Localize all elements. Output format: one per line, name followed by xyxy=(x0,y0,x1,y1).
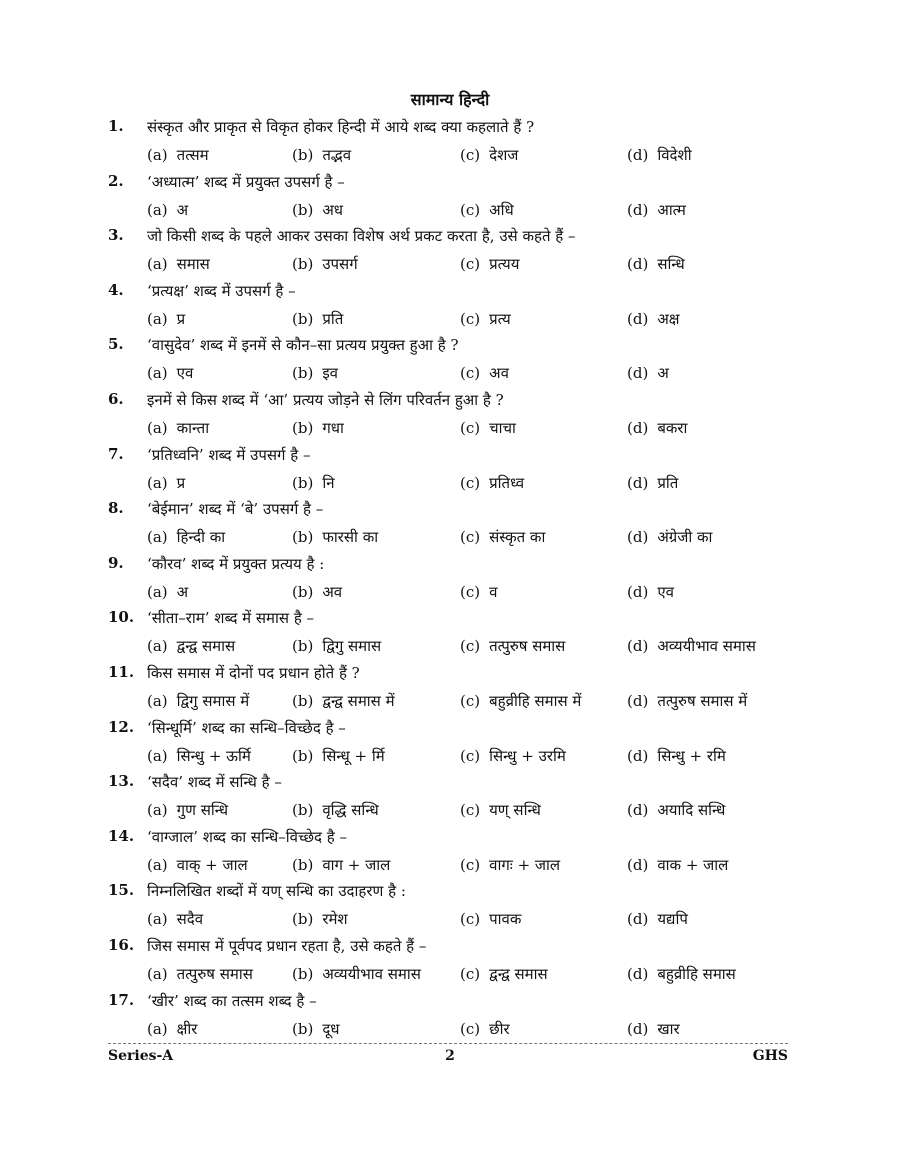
option-c xyxy=(460,800,541,820)
option-label: (b) xyxy=(292,692,314,710)
option-text: सिन्धु + उरमि xyxy=(489,747,566,765)
option-label: (b) xyxy=(292,1020,314,1038)
question-number: 7. xyxy=(108,445,124,463)
option-label: (c) xyxy=(460,528,481,546)
option-text: अ xyxy=(176,583,189,601)
option-b xyxy=(292,309,343,329)
option-row xyxy=(147,309,787,331)
option-label: (d) xyxy=(627,801,649,819)
option-label: (d) xyxy=(627,201,649,219)
option-label: (c) xyxy=(460,419,481,437)
option-row xyxy=(147,909,787,931)
option-text: प्रतिध्व xyxy=(489,474,525,492)
option-row xyxy=(147,418,787,440)
option-text: विदेशी xyxy=(657,146,692,164)
option-label: (c) xyxy=(460,637,481,655)
option-text: समास xyxy=(176,255,210,273)
option-c xyxy=(460,1019,510,1039)
option-d xyxy=(627,746,726,766)
option-label: (c) xyxy=(460,856,481,874)
option-row xyxy=(147,200,787,222)
option-text: वाक + जाल xyxy=(657,856,729,874)
option-c xyxy=(460,636,565,656)
option-label: (b) xyxy=(292,637,314,655)
option-text: वागः + जाल xyxy=(489,856,561,874)
option-text: तद्भव xyxy=(322,146,352,164)
option-text: अव्ययीभाव समास xyxy=(657,637,756,655)
option-label: (d) xyxy=(627,255,649,273)
question-number: 14. xyxy=(108,827,135,845)
paper-code: GHS xyxy=(752,1048,788,1064)
option-text: क्षीर xyxy=(176,1020,198,1038)
option-d xyxy=(627,145,692,165)
option-text: प्रत्यय xyxy=(489,255,520,273)
option-text: सदैव xyxy=(176,910,204,928)
option-text: बहुव्रीहि समास में xyxy=(489,692,582,710)
option-label: (c) xyxy=(460,801,481,819)
question-number: 13. xyxy=(108,772,135,790)
option-text: पावक xyxy=(489,910,522,928)
option-text: द्विगु समास xyxy=(322,637,382,655)
question-text: ‘वाग्जाल’ शब्द का सन्धि–विच्छेद है – xyxy=(147,828,347,846)
option-label: (d) xyxy=(627,692,649,710)
option-text: वाक् + जाल xyxy=(176,856,248,874)
option-text: अव xyxy=(322,583,343,601)
question-text: ‘सीता–राम’ शब्द में समास है – xyxy=(147,609,315,627)
option-text: खार xyxy=(657,1020,680,1038)
option-d xyxy=(627,636,756,656)
option-label: (b) xyxy=(292,910,314,928)
option-text: सिन्धु + ऊर्मि xyxy=(176,747,251,765)
option-text: व xyxy=(489,583,498,601)
option-label: (b) xyxy=(292,528,314,546)
option-label: (b) xyxy=(292,364,314,382)
option-text: तत्पुरुष समास xyxy=(489,637,566,655)
option-text: वाग + जाल xyxy=(322,856,391,874)
option-a xyxy=(147,800,228,820)
option-row xyxy=(147,636,787,658)
option-c xyxy=(460,363,509,383)
option-c xyxy=(460,254,519,274)
option-d xyxy=(627,473,678,493)
option-label: (b) xyxy=(292,965,314,983)
option-text: प्रत्य xyxy=(489,310,511,328)
option-label: (a) xyxy=(147,255,168,273)
option-c xyxy=(460,691,581,711)
question-number: 5. xyxy=(108,335,124,353)
option-label: (a) xyxy=(147,910,168,928)
option-label: (d) xyxy=(627,364,649,382)
option-label: (b) xyxy=(292,255,314,273)
option-text: कान्ता xyxy=(176,419,210,437)
option-c xyxy=(460,527,545,547)
option-d xyxy=(627,909,688,929)
option-label: (a) xyxy=(147,364,168,382)
option-label: (b) xyxy=(292,747,314,765)
page-title: सामान्य हिन्दी xyxy=(410,90,490,109)
option-text: गुण सन्धि xyxy=(176,801,229,819)
option-d xyxy=(627,200,686,220)
option-b xyxy=(292,418,344,438)
option-text: एव xyxy=(176,364,194,382)
option-row xyxy=(147,964,787,986)
option-label: (c) xyxy=(460,692,481,710)
option-a xyxy=(147,855,248,875)
option-row xyxy=(147,800,787,822)
option-a xyxy=(147,473,185,493)
option-text: अयादि सन्धि xyxy=(657,801,726,819)
option-text: सन्धि xyxy=(657,255,685,273)
option-label: (a) xyxy=(147,801,168,819)
option-text: सिन्धु + रमि xyxy=(657,747,726,765)
option-text: द्वन्द्व समास में xyxy=(322,692,395,710)
question-text: निम्नलिखित शब्दों में यण् सन्धि का उदाहरण है : xyxy=(147,882,406,900)
footer-divider xyxy=(108,1043,788,1044)
option-text: तत्पुरुष समास xyxy=(176,965,253,983)
option-row xyxy=(147,855,787,877)
option-text: प्र xyxy=(176,474,186,492)
question-text: ‘सदैव’ शब्द में सन्धि है – xyxy=(147,773,282,791)
option-text: अंग्रेजी का xyxy=(657,528,713,546)
option-b xyxy=(292,582,342,602)
option-label: (d) xyxy=(627,419,649,437)
option-text: तत्सम xyxy=(176,146,209,164)
option-label: (d) xyxy=(627,528,649,546)
option-label: (d) xyxy=(627,583,649,601)
option-text: नि xyxy=(322,474,335,492)
question-text: ‘खीर’ शब्द का तत्सम शब्द है – xyxy=(147,992,317,1010)
option-a xyxy=(147,746,251,766)
option-text: वृद्धि सन्धि xyxy=(322,801,379,819)
option-row xyxy=(147,363,787,385)
question-number: 16. xyxy=(108,936,135,954)
option-b xyxy=(292,909,348,929)
option-text: फारसी का xyxy=(322,528,379,546)
option-d xyxy=(627,582,674,602)
option-label: (b) xyxy=(292,419,314,437)
option-a xyxy=(147,309,185,329)
option-b xyxy=(292,363,338,383)
question-text: जो किसी शब्द के पहले आकर उसका विशेष अर्थ प्रकट करता है, उसे कहते हैं – xyxy=(147,227,576,245)
option-label: (a) xyxy=(147,528,168,546)
question-number: 2. xyxy=(108,172,124,190)
option-text: उपसर्ग xyxy=(322,255,358,273)
option-text: प्रति xyxy=(322,310,344,328)
question-number: 17. xyxy=(108,991,135,1009)
option-text: अक्ष xyxy=(657,310,680,328)
option-label: (a) xyxy=(147,474,168,492)
option-b xyxy=(292,527,378,547)
option-b xyxy=(292,145,351,165)
option-text: दूध xyxy=(322,1020,340,1038)
question-number: 9. xyxy=(108,554,124,572)
option-c xyxy=(460,200,514,220)
option-text: हिन्दी का xyxy=(176,528,226,546)
option-a xyxy=(147,582,188,602)
option-a xyxy=(147,964,253,984)
option-label: (c) xyxy=(460,255,481,273)
option-c xyxy=(460,964,548,984)
option-label: (c) xyxy=(460,1020,481,1038)
option-row xyxy=(147,691,787,713)
question-number: 10. xyxy=(108,608,135,626)
page-number: 2 xyxy=(445,1048,455,1064)
question-number: 1. xyxy=(108,117,124,135)
option-label: (a) xyxy=(147,583,168,601)
option-c xyxy=(460,418,516,438)
question-number: 3. xyxy=(108,226,124,244)
option-d xyxy=(627,363,669,383)
option-text: अधि xyxy=(489,201,514,219)
option-label: (b) xyxy=(292,146,314,164)
option-label: (d) xyxy=(627,856,649,874)
option-text: चाचा xyxy=(489,419,516,437)
option-text: प्रति xyxy=(657,474,679,492)
option-d xyxy=(627,1019,680,1039)
option-a xyxy=(147,909,203,929)
option-text: तत्पुरुष समास में xyxy=(657,692,748,710)
option-label: (c) xyxy=(460,747,481,765)
question-text: ‘बेईमान’ शब्द में ‘बे’ उपसर्ग है – xyxy=(147,500,324,518)
option-d xyxy=(627,254,685,274)
option-label: (a) xyxy=(147,310,168,328)
option-text: छीर xyxy=(489,1020,510,1038)
option-label: (a) xyxy=(147,856,168,874)
option-row xyxy=(147,582,787,604)
option-c xyxy=(460,473,524,493)
option-text: प्र xyxy=(176,310,186,328)
question-number: 6. xyxy=(108,390,124,408)
option-label: (a) xyxy=(147,747,168,765)
option-label: (a) xyxy=(147,201,168,219)
option-label: (b) xyxy=(292,474,314,492)
option-label: (c) xyxy=(460,583,481,601)
option-b xyxy=(292,1019,340,1039)
option-label: (a) xyxy=(147,1020,168,1038)
option-text: इव xyxy=(322,364,339,382)
option-d xyxy=(627,800,725,820)
option-text: यद्यपि xyxy=(657,910,688,928)
option-b xyxy=(292,855,390,875)
option-label: (c) xyxy=(460,474,481,492)
option-text: द्वन्द्व समास xyxy=(489,965,548,983)
option-a xyxy=(147,200,188,220)
question-text: किस समास में दोनों पद प्रधान होते हैं ? xyxy=(147,664,360,682)
question-number: 12. xyxy=(108,718,135,736)
option-label: (b) xyxy=(292,856,314,874)
option-b xyxy=(292,200,343,220)
option-text: अध xyxy=(322,201,343,219)
question-text: ‘अध्यात्म’ शब्द में प्रयुक्त उपसर्ग है – xyxy=(147,173,345,191)
option-b xyxy=(292,800,379,820)
option-label: (c) xyxy=(460,201,481,219)
option-a xyxy=(147,254,210,274)
option-label: (d) xyxy=(627,146,649,164)
question-number: 4. xyxy=(108,281,124,299)
question-text: ‘प्रतिध्वनि’ शब्द में उपसर्ग है – xyxy=(147,446,311,464)
option-b xyxy=(292,636,381,656)
option-d xyxy=(627,527,712,547)
option-text: गधा xyxy=(322,419,344,437)
question-text: ‘प्रत्यक्ष’ शब्द में उपसर्ग है – xyxy=(147,282,296,300)
option-row xyxy=(147,527,787,549)
question-text: इनमें से किस शब्द में ‘आ’ प्रत्यय जोड़ने से लिंग परिवर्तन हुआ है ? xyxy=(147,391,504,409)
option-text: आत्म xyxy=(657,201,686,219)
option-c xyxy=(460,855,560,875)
option-label: (d) xyxy=(627,910,649,928)
option-label: (d) xyxy=(627,637,649,655)
option-label: (b) xyxy=(292,801,314,819)
option-row xyxy=(147,473,787,495)
question-text: ‘कौरव’ शब्द में प्रयुक्त प्रत्यय है : xyxy=(147,555,325,573)
question-number: 15. xyxy=(108,881,135,899)
option-a xyxy=(147,363,193,383)
option-c xyxy=(460,145,518,165)
option-a xyxy=(147,145,209,165)
question-number: 8. xyxy=(108,499,124,517)
option-b xyxy=(292,473,335,493)
option-label: (a) xyxy=(147,419,168,437)
option-text: यण् सन्धि xyxy=(489,801,541,819)
question-text: ‘सिन्धूर्मि’ शब्द का सन्धि–विच्छेद है – xyxy=(147,719,346,737)
option-text: देशज xyxy=(489,146,519,164)
option-d xyxy=(627,855,728,875)
option-text: अ xyxy=(176,201,189,219)
option-row xyxy=(147,145,787,167)
option-c xyxy=(460,582,497,602)
option-text: एव xyxy=(657,583,674,601)
option-label: (a) xyxy=(147,965,168,983)
option-c xyxy=(460,746,566,766)
option-label: (b) xyxy=(292,310,314,328)
question-text: जिस समास में पूर्वपद प्रधान रहता है, उसे कहते हैं – xyxy=(147,937,427,955)
question-text: ‘वासुदेव’ शब्द में इनमें से कौन–सा प्रत्यय प्रयुक्त हुआ है ? xyxy=(147,336,459,354)
option-row xyxy=(147,254,787,276)
option-label: (c) xyxy=(460,364,481,382)
option-text: अव्ययीभाव समास xyxy=(322,965,421,983)
option-b xyxy=(292,691,395,711)
option-a xyxy=(147,527,225,547)
question-text: संस्कृत और प्राकृत से विकृत होकर हिन्दी में आये शब्द क्या कहलाते हैं ? xyxy=(147,118,535,136)
option-label: (d) xyxy=(627,1020,649,1038)
option-c xyxy=(460,309,511,329)
option-text: द्विगु समास में xyxy=(176,692,250,710)
option-b xyxy=(292,254,358,274)
option-text: संस्कृत का xyxy=(489,528,546,546)
option-a xyxy=(147,418,209,438)
option-label: (d) xyxy=(627,965,649,983)
option-a xyxy=(147,636,235,656)
series-label: Series-A xyxy=(108,1048,174,1064)
option-d xyxy=(627,691,747,711)
option-d xyxy=(627,309,680,329)
option-label: (d) xyxy=(627,474,649,492)
option-d xyxy=(627,418,687,438)
option-label: (c) xyxy=(460,910,481,928)
option-text: सिन्धू + र्मि xyxy=(322,747,385,765)
option-row xyxy=(147,1019,787,1041)
option-label: (a) xyxy=(147,637,168,655)
option-text: बकरा xyxy=(657,419,688,437)
option-label: (a) xyxy=(147,692,168,710)
option-label: (a) xyxy=(147,146,168,164)
option-label: (c) xyxy=(460,310,481,328)
option-a xyxy=(147,691,249,711)
option-d xyxy=(627,964,736,984)
question-number: 11. xyxy=(108,663,135,681)
option-b xyxy=(292,964,421,984)
option-text: बहुव्रीहि समास xyxy=(657,965,736,983)
option-row xyxy=(147,746,787,768)
option-label: (d) xyxy=(627,747,649,765)
option-label: (c) xyxy=(460,965,481,983)
option-label: (b) xyxy=(292,583,314,601)
option-text: रमेश xyxy=(322,910,348,928)
option-label: (c) xyxy=(460,146,481,164)
option-text: द्वन्द्व समास xyxy=(176,637,236,655)
option-c xyxy=(460,909,521,929)
option-b xyxy=(292,746,385,766)
option-a xyxy=(147,1019,197,1039)
option-label: (b) xyxy=(292,201,314,219)
option-label: (d) xyxy=(627,310,649,328)
option-text: अ xyxy=(657,364,669,382)
option-text: अव xyxy=(489,364,509,382)
